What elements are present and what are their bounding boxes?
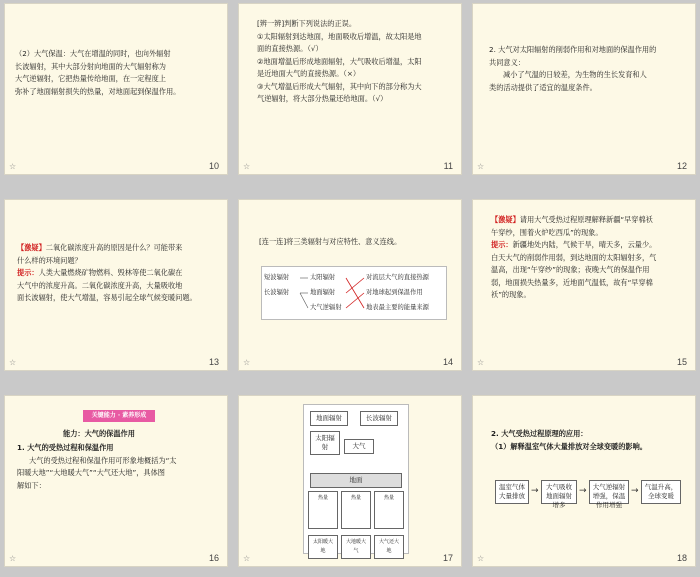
slide-13-line: 什么样的环境问题？ bbox=[17, 255, 82, 265]
arrow-right-icon: → bbox=[631, 486, 639, 496]
slide-15-hint-line: 白天大气的削弱作用弱，到达地面的太阳辐射多，气 bbox=[491, 252, 657, 262]
arrow-right-icon: → bbox=[579, 486, 587, 496]
slide-thumbnail-10[interactable] bbox=[4, 3, 228, 175]
matching-diagram bbox=[261, 266, 447, 320]
slide-11-line: 面的直接热源。（√） bbox=[257, 44, 323, 53]
slide-16-text bbox=[17, 442, 221, 492]
slide-13-line: 二氧化碳浓度升高的原因是什么？可能带来 bbox=[45, 243, 183, 252]
inquiry-tag: 【激疑】 bbox=[491, 215, 520, 224]
slide-12-line: 类的活动提供了适宜的温度条件。 bbox=[489, 82, 597, 92]
star-icon[interactable]: ☆ bbox=[243, 162, 251, 171]
slide-15-text bbox=[491, 214, 691, 302]
slide-18-text bbox=[491, 428, 691, 453]
slide-16-line: 解如下： bbox=[17, 480, 46, 490]
star-icon[interactable]: ☆ bbox=[477, 554, 485, 563]
col-label-1: 太阳暖大地 bbox=[308, 535, 338, 559]
slide-thumbnail-13[interactable] bbox=[4, 199, 228, 371]
slide-10-line: 弥补了地面辐射损失的热量，对地面起到保温作用。 bbox=[15, 86, 181, 96]
slide-11-line: 气逆辐射，将大部分热量还给地面。（√） bbox=[257, 94, 388, 103]
flow-step-4: 气温升高，全球变暖 bbox=[641, 480, 681, 504]
slide-16-line: 阳暖大地”“大地暖大气”“大气还大地”，具体图 bbox=[17, 468, 165, 477]
slide-number: 15 bbox=[676, 357, 687, 367]
slide-15-hint-line: 新疆地处内陆，气候干旱，晴天多，云量少。 bbox=[512, 240, 657, 249]
slide-12-line: 减小了气温的日较差，为生物的生长发育和人 bbox=[503, 70, 647, 79]
slide-13-hint-line: 面长波辐射，使大气增温，容易引起全球气候变暖问题。 bbox=[17, 293, 197, 302]
stage-text-2: 热量 bbox=[341, 491, 371, 529]
slide-12-text bbox=[489, 44, 689, 94]
slide-thumbnail-16[interactable] bbox=[4, 395, 228, 567]
slide-number: 11 bbox=[443, 161, 453, 171]
slide-number: 18 bbox=[676, 553, 687, 563]
slide-number: 10 bbox=[208, 161, 219, 171]
radiation-type-long: 长波辐射 bbox=[264, 289, 290, 296]
slide-14-heading: [连一连]将三类辐射与对应特性、意义连线。 bbox=[259, 237, 402, 246]
slide-11-line: ③大气增温后形成大气辐射，其中向下的部分称为大 bbox=[257, 81, 422, 91]
slide-10-line: 大气逆辐射，它把热量传给地面，在一定程度上 bbox=[15, 74, 166, 83]
star-icon[interactable]: ☆ bbox=[243, 554, 251, 563]
slide-11-line: ②地面增温后形成地面辐射，大气吸收后增温，太阳 bbox=[257, 56, 422, 66]
slide-number: 16 bbox=[208, 553, 219, 563]
slide-10-line: （2）大气保温：大气在增温的同时，也向外辐射 bbox=[15, 49, 171, 58]
slide-12-line: 2. 大气对太阳辐射的削弱作用和对地面的保温作用的 bbox=[489, 45, 657, 54]
radiation-counter: 大气逆辐射 bbox=[310, 304, 342, 311]
box-solar: 太阳辐射 bbox=[310, 431, 340, 455]
slide-16-line: 大气的受热过程和保温作用可形象地概括为“太 bbox=[29, 455, 177, 465]
slide-number: 14 bbox=[442, 357, 453, 367]
star-icon[interactable]: ☆ bbox=[9, 162, 17, 171]
slide-thumbnail-17[interactable] bbox=[238, 395, 462, 567]
section-banner: 关键能力 · 素养形成 bbox=[83, 410, 155, 422]
star-icon[interactable]: ☆ bbox=[477, 162, 485, 171]
slide-thumbnail-11[interactable] bbox=[238, 3, 462, 175]
stage-text-1: 热量 bbox=[308, 491, 338, 529]
slide-16-line: 1. 大气的受热过程和保温作用 bbox=[17, 443, 114, 452]
radiation-type-short: 短波辐射 bbox=[264, 274, 290, 281]
inquiry-tag: 【激疑】 bbox=[17, 243, 46, 252]
radiation-solar: 太阳辐射 bbox=[310, 274, 336, 281]
hint-tag: 提示： bbox=[17, 268, 39, 277]
star-icon[interactable]: ☆ bbox=[9, 554, 17, 563]
star-icon[interactable]: ☆ bbox=[477, 358, 485, 367]
slide-10-line: 长波辐射，其中大部分射向地面的大气辐射称为 bbox=[15, 61, 166, 71]
slide-13-hint-line: 人类大量燃烧矿物燃料、毁林等使二氧化碳在 bbox=[38, 268, 183, 277]
star-icon[interactable]: ☆ bbox=[9, 358, 17, 367]
slide-15-hint-line: 袄”的现象。 bbox=[491, 290, 531, 299]
slide-12-line: 共同意义： bbox=[489, 57, 525, 67]
col-label-3: 大气还大地 bbox=[374, 535, 404, 559]
slide-number: 13 bbox=[208, 357, 219, 367]
slide-thumbnail-14[interactable] bbox=[238, 199, 462, 371]
slide-13-hint-line: 大气中的浓度升高。二氧化碳浓度升高，大量吸收地 bbox=[17, 280, 183, 290]
slide-15-line: 午穿纱，围着火炉吃西瓜”的现象。 bbox=[491, 227, 603, 237]
slide-15-hint-line: 温高，出现“午穿纱”的现象；夜晚大气的保温作用 bbox=[491, 265, 650, 274]
star-icon[interactable]: ☆ bbox=[243, 358, 251, 367]
slide-thumbnail-15[interactable] bbox=[472, 199, 696, 371]
slide-11-text bbox=[257, 18, 453, 106]
slide-number: 12 bbox=[676, 161, 687, 171]
top-label-long-wave: 长波辐射 bbox=[360, 411, 398, 426]
col-label-2: 大地暖大气 bbox=[341, 535, 371, 559]
slide-number: 17 bbox=[442, 553, 453, 563]
slide-11-heading: [辨一辨]判断下列说法的正误。 bbox=[257, 19, 357, 28]
flow-step-3: 大气逆辐射增强，保温作用增强 bbox=[589, 480, 629, 504]
slide-13-text bbox=[17, 242, 221, 305]
slide-11-line: 是近地面大气的直接热源。（×） bbox=[257, 69, 361, 78]
slide-10-text bbox=[15, 48, 221, 98]
slide-18-line: （1）解释温室气体大量排放对全球变暖的影响。 bbox=[491, 441, 647, 451]
slide-thumbnail-18[interactable] bbox=[472, 395, 696, 567]
slide-15-line: 请用大气受热过程原理解释新疆“早穿棉袄 bbox=[519, 215, 653, 224]
top-label-ground-radiation: 地面辐射 bbox=[310, 411, 348, 426]
arrow-right-icon: → bbox=[531, 486, 539, 496]
meaning-3: 地表最主要的能量来源 bbox=[366, 304, 429, 311]
meaning-2: 对地球起到保温作用 bbox=[366, 289, 423, 296]
radiation-ground: 地面辐射 bbox=[310, 289, 336, 296]
stage-text-3: 热量 bbox=[374, 491, 404, 529]
box-ground: 地面 bbox=[310, 473, 402, 488]
slide-11-line: ①太阳辐射到达地面，地面吸收后增温，故太阳是地 bbox=[257, 31, 422, 41]
meaning-1: 对流层大气的直接热源 bbox=[366, 274, 429, 281]
slide-18-line: 2. 大气受热过程原理的应用： bbox=[491, 429, 588, 438]
slide-16-title: 能力：大气的保温作用 bbox=[63, 429, 135, 438]
slide-15-hint-line: 弱，地面损失热量多，近地面气温低，故有“早穿棉 bbox=[491, 277, 653, 287]
flow-step-2: 大气吸收地面辐射增多 bbox=[541, 480, 577, 504]
slide-thumbnail-12[interactable] bbox=[472, 3, 696, 175]
heating-process-diagram bbox=[303, 404, 409, 554]
flow-step-1: 温室气体大量排放 bbox=[495, 480, 529, 504]
box-atmosphere: 大气 bbox=[344, 439, 374, 454]
hint-tag: 提示： bbox=[491, 240, 513, 249]
